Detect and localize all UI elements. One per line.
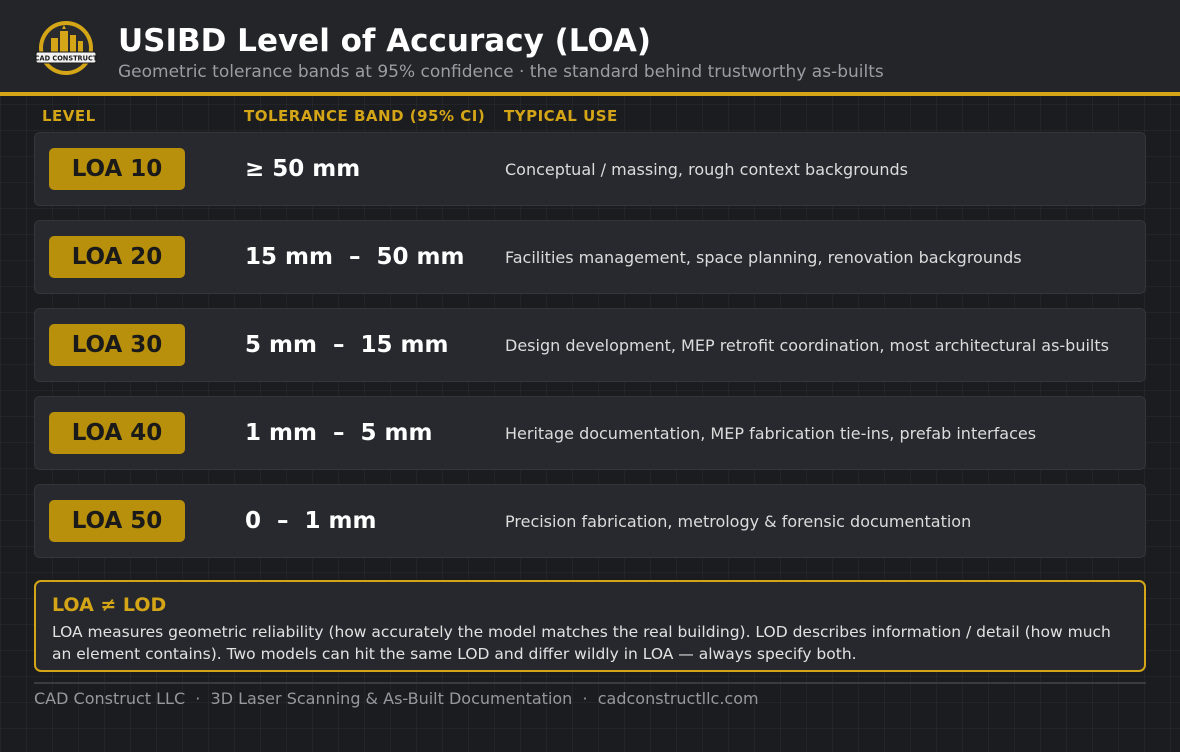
callout-title: LOA ≠ LOD: [52, 594, 167, 616]
tolerance-band: 15 mm – 50 mm: [245, 244, 465, 270]
callout-body: LOA measures geometric reliability (how accurately the model matches the real building). LOD describes information / detail (how much an element contains). Two models can hit the same LOD and differ wildly in LOA — always specify both.: [52, 623, 1111, 663]
level-badge: LOA 20: [49, 236, 185, 278]
level-badge: LOA 30: [49, 324, 185, 366]
table-row-loa-20: [34, 220, 1146, 294]
loa-table: [34, 132, 1146, 572]
footer-text: CAD Construct LLC · 3D Laser Scanning & As-Built Documentation · cadconstructllc.com: [34, 689, 759, 708]
table-row-loa-10: [34, 132, 1146, 206]
level-badge: LOA 50: [49, 500, 185, 542]
page-title: USIBD Level of Accuracy (LOA): [118, 23, 652, 59]
column-header-tolerance-band: TOLERANCE BAND (95% CI): [244, 107, 486, 125]
tolerance-band: ≥ 50 mm: [245, 156, 361, 182]
header-divider: [0, 92, 1180, 96]
page-subtitle: Geometric tolerance bands at 95% confidence · the standard behind trustworthy as-builts: [118, 62, 884, 82]
typical-use: Precision fabrication, metrology & forensic documentation: [505, 511, 972, 531]
typical-use: Design development, MEP retrofit coordination, most architectural as-builts: [505, 335, 1109, 355]
logo-mark: [34, 20, 98, 78]
logo-wordmark: CAD CONSTRUCT: [34, 54, 98, 63]
table-row-loa-30: [34, 308, 1146, 382]
tolerance-band: 0 – 1 mm: [245, 508, 377, 534]
column-header-level: LEVEL: [42, 107, 96, 125]
table-row-loa-40: [34, 396, 1146, 470]
cad-construct-logo: [34, 20, 98, 78]
column-header-typical-use: TYPICAL USE: [504, 107, 618, 125]
level-badge: LOA 10: [49, 148, 185, 190]
table-row-loa-50: [34, 484, 1146, 558]
level-badge: LOA 40: [49, 412, 185, 454]
tolerance-band: 5 mm – 15 mm: [245, 332, 449, 358]
loa-vs-lod-callout: [34, 580, 1146, 672]
tolerance-band: 1 mm – 5 mm: [245, 420, 433, 446]
typical-use: Facilities management, space planning, renovation backgrounds: [505, 247, 1022, 267]
typical-use: Conceptual / massing, rough context backgrounds: [505, 159, 908, 179]
typical-use: Heritage documentation, MEP fabrication tie-ins, prefab interfaces: [505, 423, 1037, 443]
header: [0, 0, 1180, 92]
footer-divider: [34, 682, 1146, 684]
